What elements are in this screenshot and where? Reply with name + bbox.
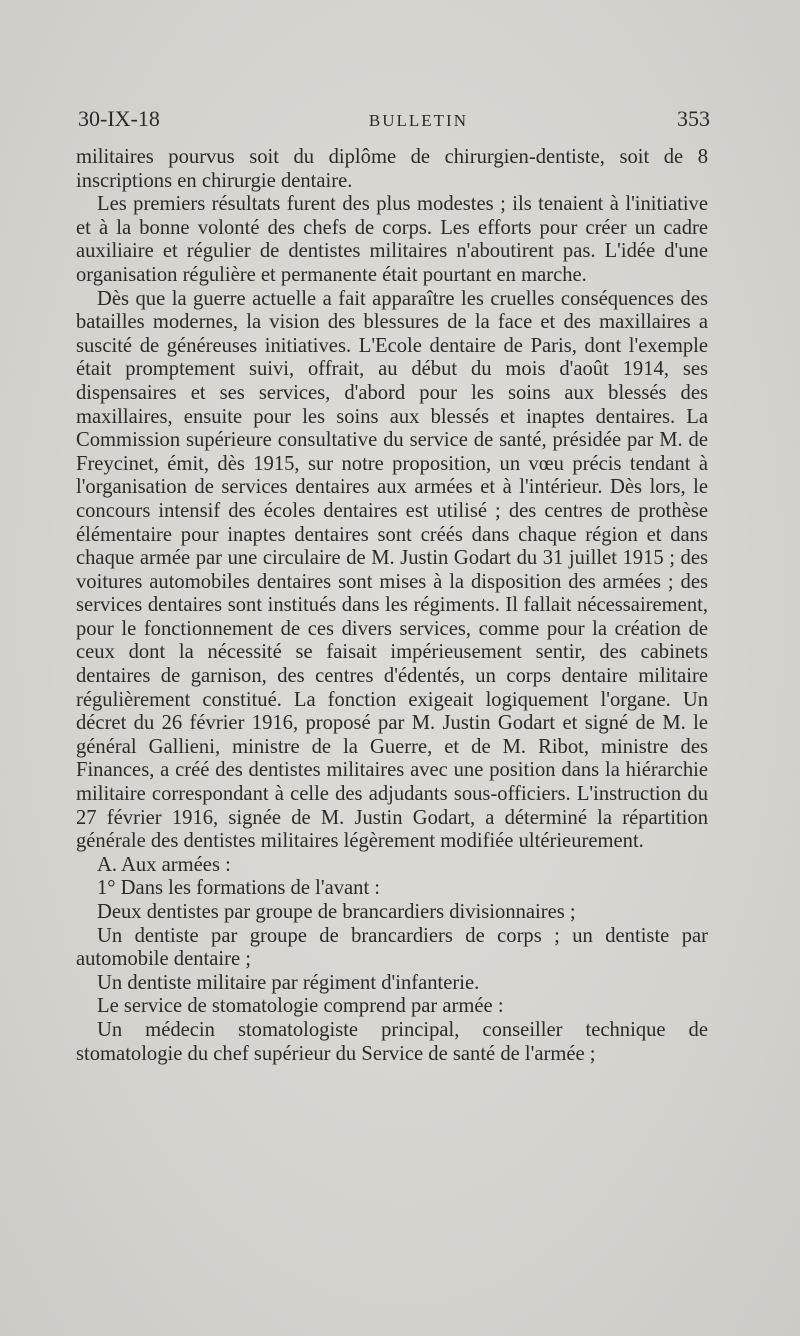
paragraph-early-results: Les premiers résultats furent des plus modestes ; ils tenaient à l'initiative et à la bonne volonté des chefs de corps. Les efforts pour créer un cadre auxiliaire et régulier de dentistes militaires n'aboutirent pas. L'idée d'une organisation régulière et permanente était pourtant en marche. (76, 193, 708, 286)
section-heading-armies: A. Aux armées : (97, 853, 231, 876)
paragraph-continuation: militaires pourvus soit du diplôme de chirurgien-dentiste, soit de 8 inscriptions en chirurgie dentaire. (76, 146, 708, 192)
journal-title: BULLETIN (368, 111, 468, 130)
body-text (76, 146, 708, 1066)
list-item: Deux dentistes par groupe de brancardiers divisionnaires ; (97, 901, 576, 923)
paragraph-stomatology-service: Le service de stomatologie comprend par armée : (97, 995, 504, 1018)
list-item: Un dentiste par groupe de brancardiers de corps ; un dentiste par automobile dentaire ; (76, 924, 708, 971)
page-number: 353 (677, 106, 710, 131)
paragraph-war-initiatives: Dès que la guerre actuelle a fait apparaître les cruelles conséquences des batailles modernes, la vision des blessures de la face et des maxillaires a suscité de généreuses initiatives. L'Ecole dentaire de Paris, dont l'exemple était promptement suivi, offrait, au début du mois d'août 1914, ses dispensaires et ses services, d'abord pour les soins aux blessés des maxillaires, ensuite pour les soins aux blessés et inaptes dentaires. La Commission supérieure consultative du service de santé, présidée par M. de Freycinet, émit, dès 1915, sur notre proposition, un vœu précis tendant à l'organisation de services dentaires aux armées et à l'intérieur. Dès lors, le concours intensif des écoles dentaires est utilisé ; des centres de prothèse élémentaire pour inaptes dentaires sont créés dans chaque région et dans chaque armée par une circulaire de M. Justin Godart du 31 juillet 1915 ; des voitures automobiles dentaires sont mises à la disposition des armées ; des services dentaires sont institués dans les régiments. Il fallait nécessairement, pour le fonctionnement de ces divers services, comme pour la création de ceux dont la nécessité se faisait impérieusement sentir, des cabinets dentaires de garnison, des centres d'édentés, un corps dentaire militaire régulièrement constitué. La fonction exigeait logiquement l'organe. Un décret du 26 février 1916, proposé par M. Justin Godart et signé de M. le général Gallieni, ministre de la Guerre, et de M. Ribot, ministre des Finances, a créé des dentistes militaires avec une position dans la hiérarchie militaire correspondant à celle des adjudants sous-officiers. L'instruction du 27 février 1916, signée de M. Justin Godart, a déterminé la répartition générale des dentistes militaires légèrement modifiée ultérieurement. (76, 287, 708, 853)
running-header (78, 106, 710, 136)
list-item: Un dentiste militaire par régiment d'infanterie. (97, 971, 480, 994)
list-heading-front-formations: 1° Dans les formations de l'avant : (97, 877, 381, 900)
list-item: Un médecin stomatologiste principal, conseiller technique de stomatologie du chef supérieur du Service de santé de l'armée ; (76, 1018, 708, 1065)
issue-date: 30-IX-18 (78, 106, 160, 131)
